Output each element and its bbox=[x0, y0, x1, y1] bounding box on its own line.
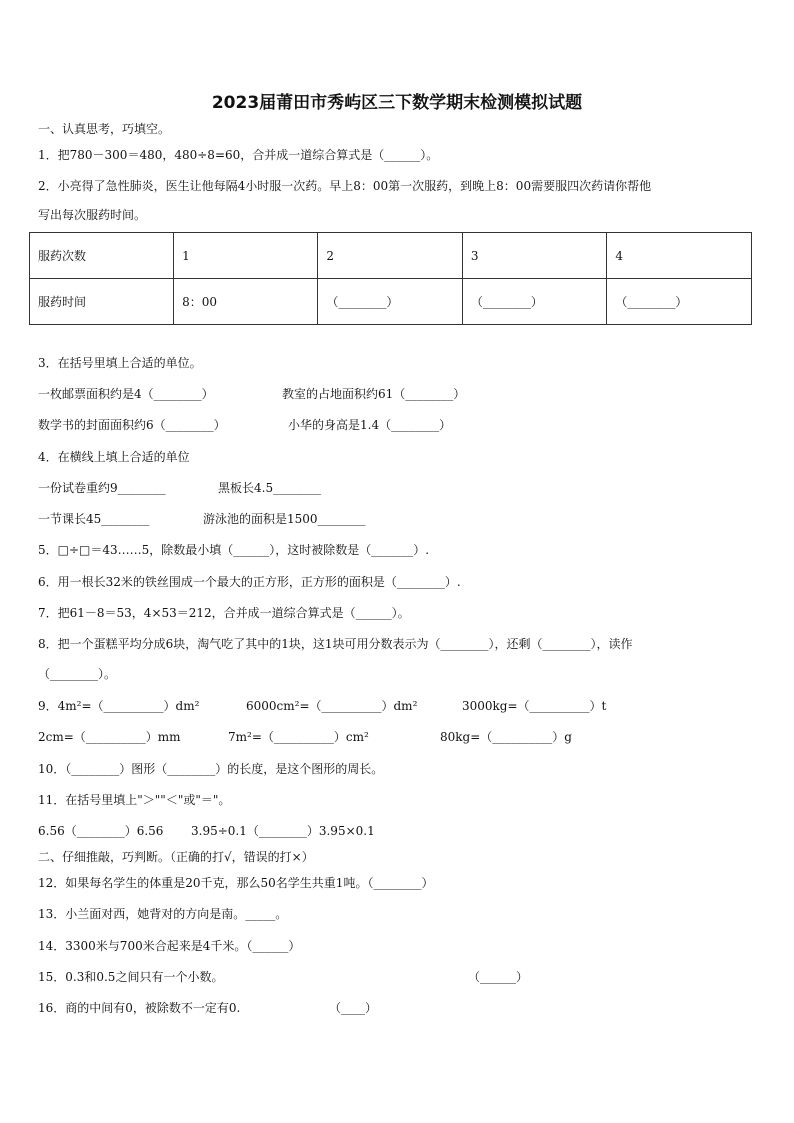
question-10: 10．（________）图形（________）的长度，是这个图形的周长。 bbox=[38, 762, 384, 776]
question-14: 14．3300米与700米合起来是4千米。（______） bbox=[38, 939, 301, 953]
question-4: 4．在横线上填上合适的单位 bbox=[38, 450, 190, 464]
question-6: 6．用一根长32米的铁丝围成一个最大的正方形，正方形的面积是（________）. bbox=[38, 575, 461, 589]
table-cell: 8：00 bbox=[174, 279, 318, 325]
page-title: 2023届莆田市秀屿区三下数学期末检测模拟试题 bbox=[211, 93, 583, 113]
question-7: 7．把61－8＝53，4×53＝212，合并成一道综合算式是（______）。 bbox=[38, 606, 410, 620]
question-5: 5．□÷□＝43……5，除数最小填（______），这时被除数是（_______）. bbox=[38, 543, 430, 557]
question-4-d: 游泳池的面积是1500________ bbox=[203, 512, 366, 526]
question-16-blank[interactable]: （____） bbox=[329, 1001, 378, 1015]
question-3-d: 小华的身高是1.4（________） bbox=[288, 418, 452, 432]
table-cell: 4 bbox=[607, 233, 752, 279]
table-cell: 3 bbox=[462, 233, 607, 279]
question-3-b: 教室的占地面积约61（________） bbox=[282, 387, 466, 401]
table-row bbox=[30, 233, 752, 279]
answer-blank-cell[interactable]: （________） bbox=[318, 279, 463, 325]
table-row bbox=[30, 279, 752, 325]
question-15-blank[interactable]: （______） bbox=[468, 970, 529, 984]
section-1-heading: 一、认真思考，巧填空。 bbox=[38, 122, 171, 136]
question-4-c: 一节课长45________ bbox=[38, 512, 150, 526]
question-3-c: 数学书的封面面积约6（________） bbox=[38, 418, 226, 432]
question-9-c: 3000kg=（__________）t bbox=[462, 699, 607, 713]
question-4-a: 一份试卷重约9________ bbox=[38, 481, 166, 495]
question-15: 15．0.3和0.5之间只有一个小数。 bbox=[38, 970, 224, 984]
answer-blank-cell[interactable]: （________） bbox=[607, 279, 752, 325]
question-9-f: 80kg=（__________）g bbox=[440, 730, 572, 744]
question-3-a: 一枚邮票面积约是4（________） bbox=[38, 387, 214, 401]
table-cell: 服药次数 bbox=[30, 233, 174, 279]
table-cell: 1 bbox=[174, 233, 318, 279]
question-4-b: 黑板长4.5________ bbox=[218, 481, 322, 495]
question-12: 12．如果每名学生的体重是20千克，那么50名学生共重1吨。（________） bbox=[38, 876, 434, 890]
medicine-schedule-table bbox=[29, 232, 752, 325]
question-11-b: 3.95÷0.1（________）3.95×0.1 bbox=[191, 824, 375, 838]
answer-blank-cell[interactable]: （________） bbox=[462, 279, 607, 325]
question-2-line-1: 2．小亮得了急性肺炎，医生让他每隔4小时服一次药。早上8：00第一次服药，到晚上8：00需要服四次药请你帮他 bbox=[38, 179, 652, 193]
question-11: 11．在括号里填上"＞""＜"或"＝"。 bbox=[38, 793, 231, 807]
question-8-line-2: （________）。 bbox=[38, 667, 117, 681]
question-2-line-2: 写出每次服药时间。 bbox=[38, 208, 147, 222]
question-1: 1．把780－300＝480，480÷8=60，合并成一道综合算式是（______）。 bbox=[38, 148, 439, 162]
table-cell: 2 bbox=[318, 233, 463, 279]
question-13: 13．小兰面对西，她背对的方向是南。_____。 bbox=[38, 907, 288, 921]
question-16: 16．商的中间有0，被除数不一定有0. bbox=[38, 1001, 241, 1015]
question-9-b: 6000cm²=（__________）dm² bbox=[246, 699, 418, 713]
section-2-heading: 二、仔细推敲，巧判断。（正确的打√，错误的打×） bbox=[38, 850, 314, 864]
table-cell: 服药时间 bbox=[30, 279, 174, 325]
question-9-a: 9．4m²=（__________）dm² bbox=[38, 699, 200, 713]
question-9-e: 7m²=（__________）cm² bbox=[228, 730, 369, 744]
question-9-d: 2cm=（__________）mm bbox=[38, 730, 181, 744]
question-3: 3．在括号里填上合适的单位。 bbox=[38, 356, 202, 370]
question-8-line-1: 8．把一个蛋糕平均分成6块，淘气吃了其中的1块，这1块可用分数表示为（________），还剩（________），读作 bbox=[38, 637, 633, 651]
question-11-a: 6.56（________）6.56 bbox=[38, 824, 164, 838]
